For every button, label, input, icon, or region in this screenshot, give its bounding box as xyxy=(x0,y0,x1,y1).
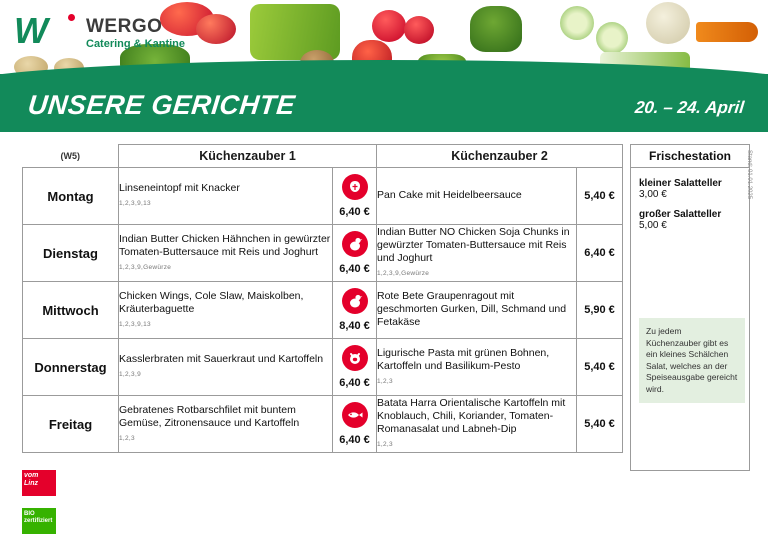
dish1-freitag xyxy=(119,396,333,453)
column-header-kuechenzauber-1: Küchenzauber 1 xyxy=(119,145,377,168)
dish1-allergens: 1,2,3,9 xyxy=(119,371,141,378)
dish2-text: Indian Butter NO Chicken Soja Chunks in gewürzter Tomaten-Buttersauce mit Reis und Joghurt xyxy=(377,226,570,264)
dish2-allergens: 1,2,3,9,Gewürze xyxy=(377,270,430,277)
dish1-dienstag xyxy=(119,225,333,282)
pork-icon xyxy=(342,345,368,371)
dish1-icon-price-donnerstag xyxy=(333,339,377,396)
header-banner xyxy=(0,0,768,132)
week-label: (W5) xyxy=(60,150,80,161)
chicken-icon xyxy=(342,288,368,314)
dish1-text: Indian Butter Chicken Hähnchen in gewürzter Tomaten-Buttersauce mit Reis und Joghurt xyxy=(119,232,331,258)
day-label-donnerstag: Donnerstag xyxy=(23,339,119,396)
page-title: UNSERE GERICHTE xyxy=(26,90,297,120)
day-label-montag: Montag xyxy=(23,168,119,225)
dish1-text: Gebratenes Rotbarschfilet mit buntem Gemüse, Zitronensauce und Kartoffeln xyxy=(119,403,300,429)
dish2-price: 5,40 € xyxy=(577,168,623,225)
dish1-price: 6,40 € xyxy=(339,377,370,389)
dish1-donnerstag xyxy=(119,339,333,396)
day-label-mittwoch: Mittwoch xyxy=(23,282,119,339)
column-header-kuechenzauber-2: Küchenzauber 2 xyxy=(377,145,623,168)
table-row xyxy=(23,282,623,339)
dish1-text: Linseneintopf mit Knacker xyxy=(119,182,240,194)
meat-icon xyxy=(342,174,368,200)
salad-large-name: großer Salatteller xyxy=(639,209,722,220)
chicken-icon xyxy=(342,231,368,257)
dish2-allergens: 1,2,3 xyxy=(377,441,393,448)
vom-land-logo: vom Linz xyxy=(22,470,56,496)
table-row xyxy=(23,339,623,396)
day-label-dienstag: Dienstag xyxy=(23,225,119,282)
dish1-icon-price-mittwoch xyxy=(333,282,377,339)
dish2-dienstag xyxy=(377,225,577,282)
cucumber-slices-image xyxy=(560,6,594,40)
dish1-icon-price-montag xyxy=(333,168,377,225)
strawberry-image xyxy=(372,10,406,42)
table-header-row xyxy=(23,145,623,168)
dish1-text: Kasslerbraten mit Sauerkraut und Kartoffeln xyxy=(119,353,324,365)
dish2-text: Pan Cake mit Heidelbeersauce xyxy=(377,188,522,201)
dish1-icon-price-freitag xyxy=(333,396,377,453)
salad-large-price: 5,00 € xyxy=(639,220,667,231)
frischestation-panel xyxy=(630,144,750,471)
dish2-freitag xyxy=(377,396,577,453)
dish1-allergens: 1,2,3 xyxy=(119,434,135,442)
salad-small-price: 3,00 € xyxy=(639,189,667,200)
dish1-mittwoch xyxy=(119,282,333,339)
date-range: 20. – 24. April xyxy=(634,98,746,117)
bio-certified-logo: BIO zertifiziert xyxy=(22,508,56,534)
frischestation-note: Zu jedem Küchenzauber gibt es ein kleines Schälchen Salat, welches an der Speiseausgabe gereicht wird. xyxy=(639,318,745,403)
logo-dot xyxy=(68,14,75,21)
table-row xyxy=(23,168,623,225)
dish1-allergens: 1,2,3,9,13 xyxy=(119,320,151,328)
carrot-image xyxy=(696,22,758,42)
dish2-price: 6,40 € xyxy=(577,225,623,282)
day-label-freitag: Freitag xyxy=(23,396,119,453)
table-row xyxy=(23,225,623,282)
logo-name: WERGO xyxy=(86,16,163,37)
dish1-allergens: 1,2,3,9,Gewürze xyxy=(119,263,172,271)
dish2-allergens: 1,2,3 xyxy=(377,377,393,385)
dish2-price: 5,40 € xyxy=(577,339,623,396)
wergo-logo xyxy=(14,8,234,62)
strawberry-image-2 xyxy=(404,16,434,44)
cauliflower-image xyxy=(646,2,690,44)
dish1-allergens: 1,2,3,9,13 xyxy=(119,200,151,207)
logo-mark: W xyxy=(14,10,47,51)
dish1-montag xyxy=(119,168,333,225)
dish2-price: 5,40 € xyxy=(577,396,623,453)
dish1-price: 6,40 € xyxy=(339,434,370,446)
salad-small-name: kleiner Salatteller xyxy=(639,178,722,189)
cucumber-slices-image-2 xyxy=(596,22,628,54)
frischestation-header: Frischestation xyxy=(631,145,749,168)
dish2-mittwoch xyxy=(377,282,577,339)
dish1-price: 8,40 € xyxy=(339,320,370,332)
dish2-donnerstag xyxy=(377,339,577,396)
broccoli-image xyxy=(470,6,522,52)
table-row xyxy=(23,396,623,453)
menu-table-wrapper xyxy=(22,144,622,453)
fish-icon xyxy=(342,402,368,428)
dish2-price: 5,90 € xyxy=(577,282,623,339)
frischestation-body xyxy=(631,168,749,470)
logo-subtitle: Catering & Kantine xyxy=(86,38,186,50)
dish2-text: Rote Bete Graupenragout mit geschmorten Gurken, Dill, Schmand und Fetakäse xyxy=(377,289,567,328)
dish1-icon-price-dienstag xyxy=(333,225,377,282)
dish1-price: 6,40 € xyxy=(339,263,370,275)
dish2-text: Batata Harra Orientalische Kartoffeln mit Knoblauch, Chili, Koriander, Tomaten-Romanasalat und Labneh-Dip xyxy=(377,397,566,435)
menu-table xyxy=(22,144,623,453)
dish2-montag xyxy=(377,168,577,225)
dish2-text: Ligurische Pasta mit grünen Bohnen, Kartoffeln und Basilikum-Pesto xyxy=(377,346,550,372)
dish1-text: Chicken Wings, Cole Slaw, Maiskolben, Kräuterbaguette xyxy=(119,289,304,315)
dish1-price: 6,40 € xyxy=(339,206,370,218)
stand-date-label: Stand: 01.01.2025 xyxy=(746,150,752,200)
